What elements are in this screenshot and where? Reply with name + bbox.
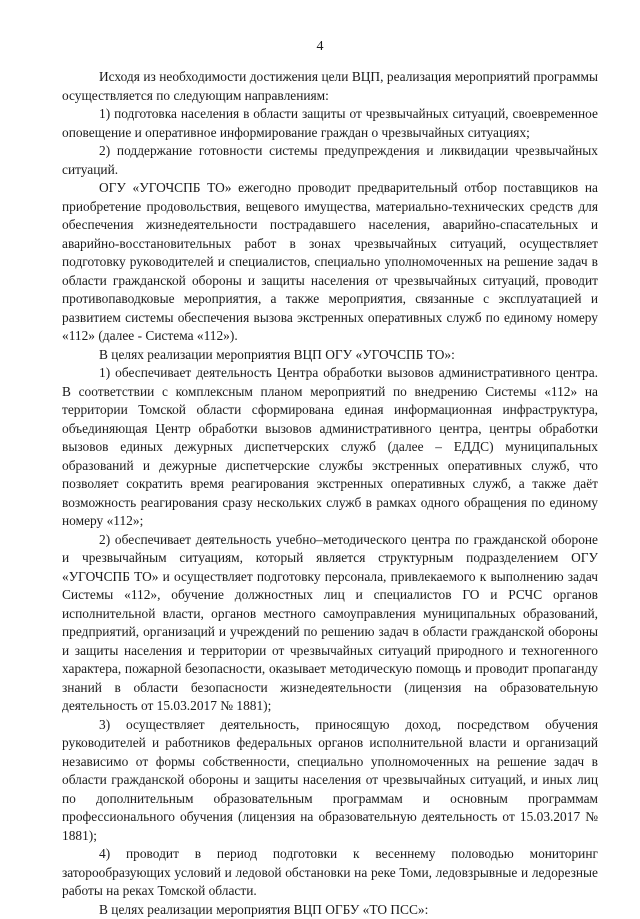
paragraph-ugochspb-item-3: 3) осуществляет деятельность, приносящую доход, посредством обучения руководителей и работников федеральных органов исполнительной власти и организаций независимо от формы собственности, специально уполномоченных на решение задач в области гражданской обороны и защиты населения от чрезвычайных ситуаций, и иных лиц по дополнительным образовательным программам и основным программам профессионального обучения (лицензия на образовательную деятельность от 15.03.2017 № 1881);: [62, 716, 598, 846]
paragraph-direction-2: 2) поддержание готовности системы предупреждения и ликвидации чрезвычайных ситуаций.: [62, 142, 598, 179]
paragraph-ugochspb-item-2: 2) обеспечивает деятельность учебно–методического центра по гражданской обороне и чрезвычайным ситуациям, который является структурным подразделением ОГУ «УГОЧСПБ ТО» и осуществляет подготовку персонала, привлекаемого к выполнению задач Системы «112», обучение должностных лиц и специалистов ГО и РСЧС органов исполнительной власти, органов местного самоуправления муниципальных образований, предприятий, организаций и учреждений по решению задач в области гражданской обороны и защиты населения и территории от чрезвычайных ситуаций природного и техногенного характера, пожарной безопасности, оказывает методическую помощь и проводит пропаганду знаний в области безопасности жизнедеятельности (лицензия на образовательную деятельность от 15.03.2017 № 1881);: [62, 531, 598, 716]
paragraph-direction-1: 1) подготовка населения в области защиты от чрезвычайных ситуаций, своевременное оповещение и оперативное информирование граждан о чрезвычайных ситуациях;: [62, 105, 598, 142]
paragraph-ugochspb-item-4: 4) проводит в период подготовки к весеннему половодью мониторинг заторообразующих условий и ледовой обстановки на реке Томи, ледовзрывные и ледорезные работы на реках Томской области.: [62, 845, 598, 901]
paragraph-ugochspb-item-1: 1) обеспечивает деятельность Центра обработки вызовов административного центра. В соответствии с комплексным планом мероприятий по внедрению Системы «112» на территории Томской области сформирована единая информационная инфраструктура, объединяющая Центр обработки вызовов административного центра, центры обработки вызовов единых дежурных диспетчерских служб (далее – ЕДДС) муниципальных образований и дежурные диспетчерские службы экстренных оперативных служб, что позволяет сократить время реагирования экстренных оперативных служб, а также даёт возможность реагирования сразу нескольких служб в рамках одного обращения по единому номеру «112»;: [62, 364, 598, 531]
paragraph-ugochspb-heading: В целях реализации мероприятия ВЦП ОГУ «УГОЧСПБ ТО»:: [62, 346, 598, 365]
page-number: 4: [0, 38, 640, 55]
paragraph-intro: Исходя из необходимости достижения цели ВЦП, реализация мероприятий программы осуществляется по следующим направлениям:: [62, 68, 598, 105]
document-body: [62, 68, 598, 919]
paragraph-tops-heading: В целях реализации мероприятия ВЦП ОГБУ «ТО ПСС»:: [62, 901, 598, 919]
paragraph-ugochspb-overview: ОГУ «УГОЧСПБ ТО» ежегодно проводит предварительный отбор поставщиков на приобретение продовольствия, вещевого имущества, материально-технических средств для обеспечения жизнедеятельности пострадавшего населения, аварийно-спасательных и аварийно-восстановительных работ в зонах чрезвычайных ситуаций, осуществляет подготовку руководителей и специалистов, специально уполномоченных на решение задач в области гражданской обороны и защиты населения от чрезвычайных ситуаций, проводит противопаводковые мероприятия, а также мероприятия, связанные с эксплуатацией и развитием системы обеспечения вызова экстренных оперативных служб по единому номеру «112» (далее - Система «112»).: [62, 179, 598, 346]
